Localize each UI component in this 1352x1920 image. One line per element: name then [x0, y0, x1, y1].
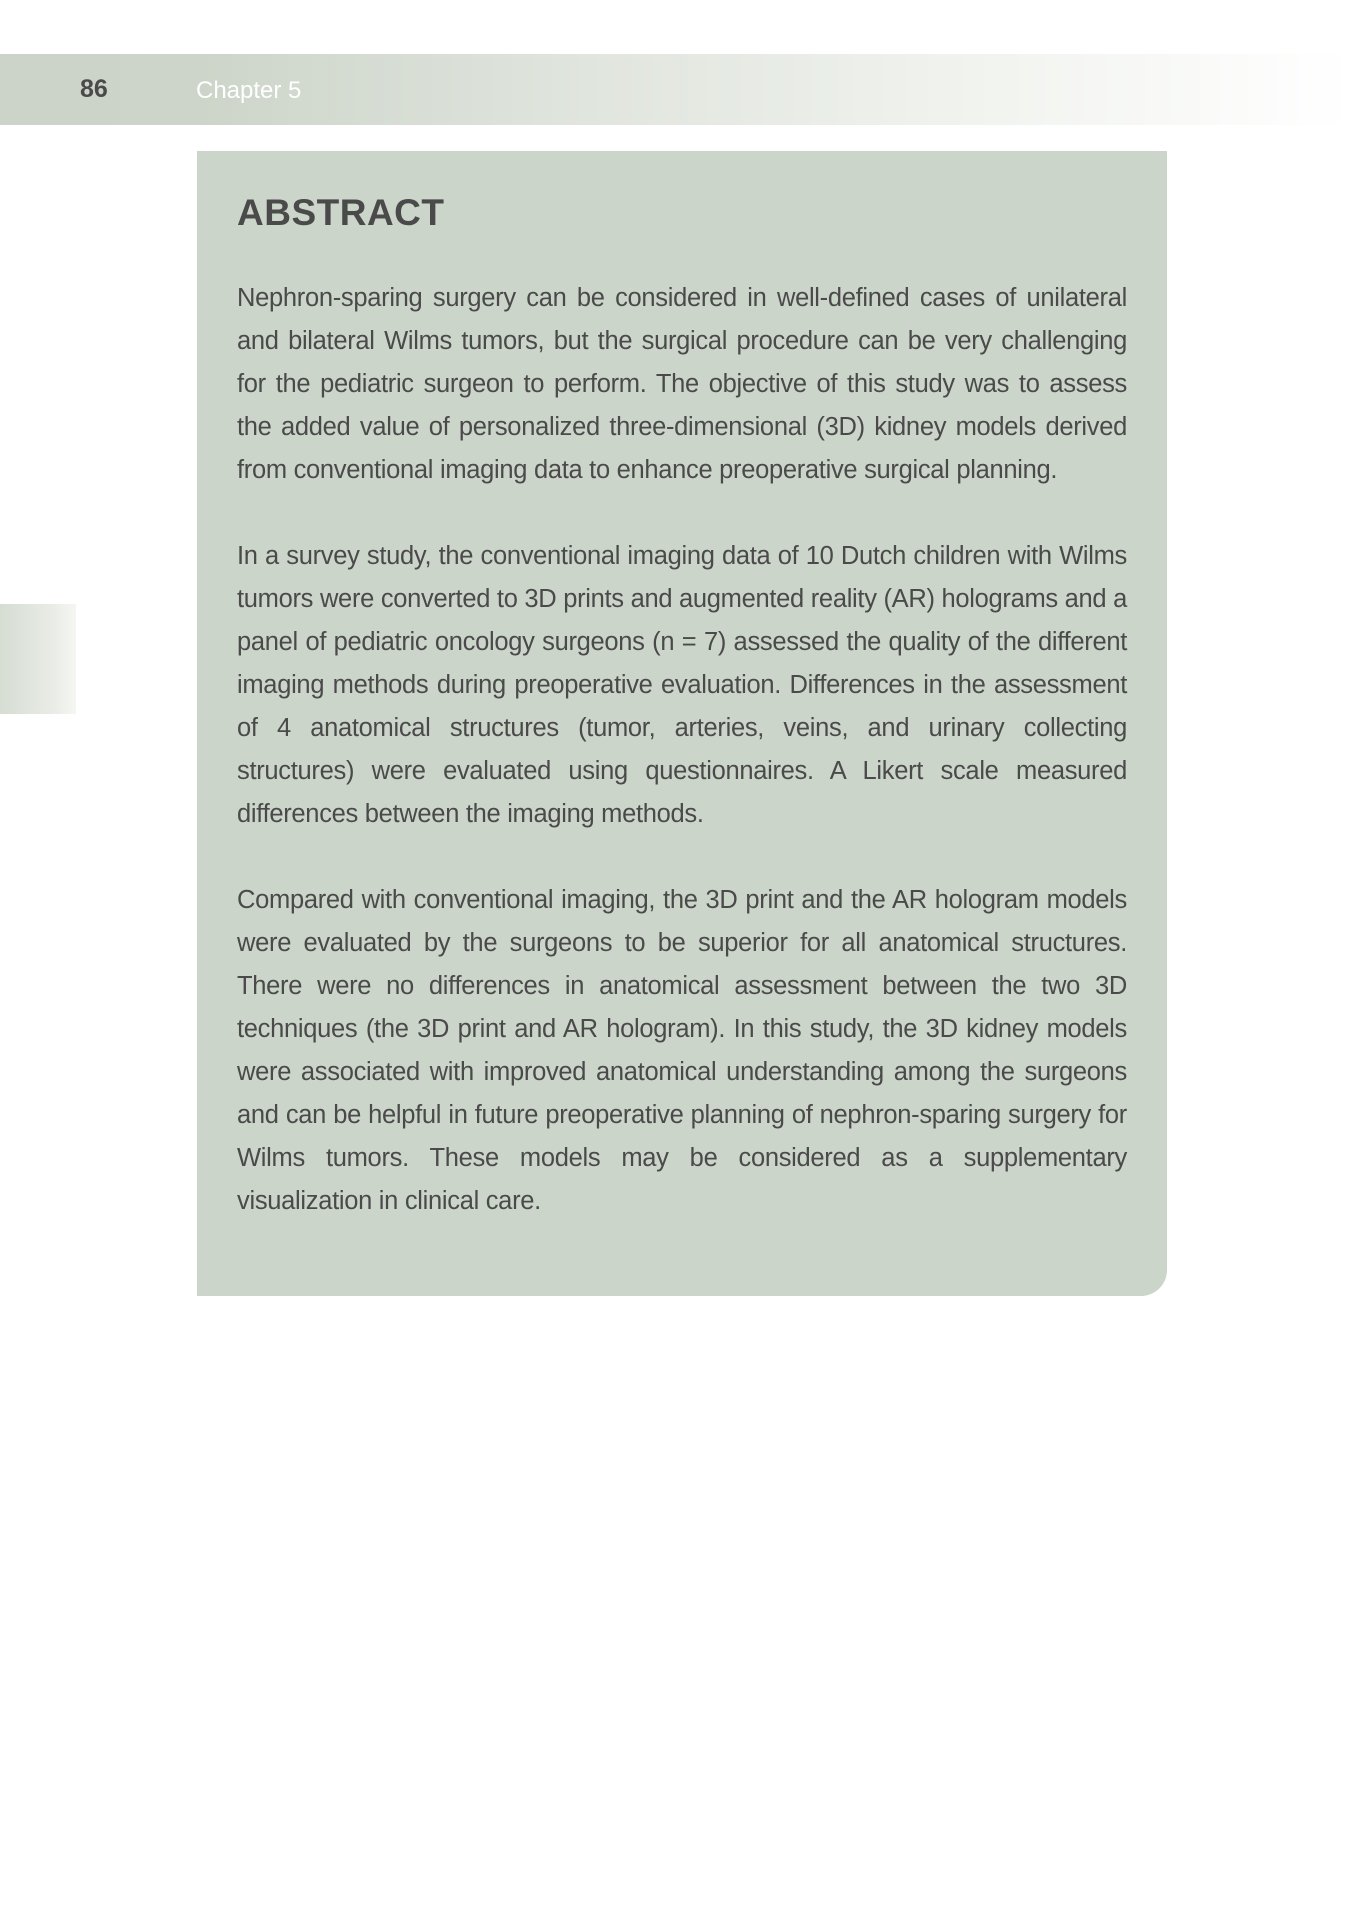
- abstract-paragraph-methods: In a survey study, the conventional imaging data of 10 Dutch children with Wilms tumors were converted to 3D prints and augmented reality (AR) holograms and a panel of pediatric oncology surgeons (n = 7) assessed the quality of the different imaging methods during preoperative evaluation. Differences in the assessment of 4 anatomical structures (tumor, arteries, veins, and urinary collecting structures) were evaluated using questionnaires. A Likert scale measured differences between the imaging methods.: [237, 542, 1127, 828]
- page-number: 86: [80, 75, 108, 103]
- abstract-title: ABSTRACT: [237, 192, 445, 233]
- abstract-paragraph-background: Nephron-sparing surgery can be considered in well-defined cases of unilateral and bilateral Wilms tumors, but the surgical procedure can be very challenging for the pediatric surgeon to perform. The objective of this study was to assess the added value of personalized three-dimensional (3D) kidney models derived from conventional imaging data to enhance preoperative surgical planning.: [237, 284, 1127, 484]
- side-tab-marker: [0, 604, 76, 714]
- chapter-label: Chapter 5: [196, 77, 302, 104]
- abstract-paragraph-results: Compared with conventional imaging, the 3D print and the AR hologram models were evaluated by the surgeons to be superior for all anatomical structures. There were no differences in anatomical assessment between the two 3D techniques (the 3D print and AR hologram). In this study, the 3D kidney models were associated with improved anatomical understanding among the surgeons and can be helpful in future preoperative planning of nephron-sparing surgery for Wilms tumors. These models may be considered as a supplementary visualization in clinical care.: [237, 886, 1127, 1215]
- abstract-box: [197, 151, 1167, 1296]
